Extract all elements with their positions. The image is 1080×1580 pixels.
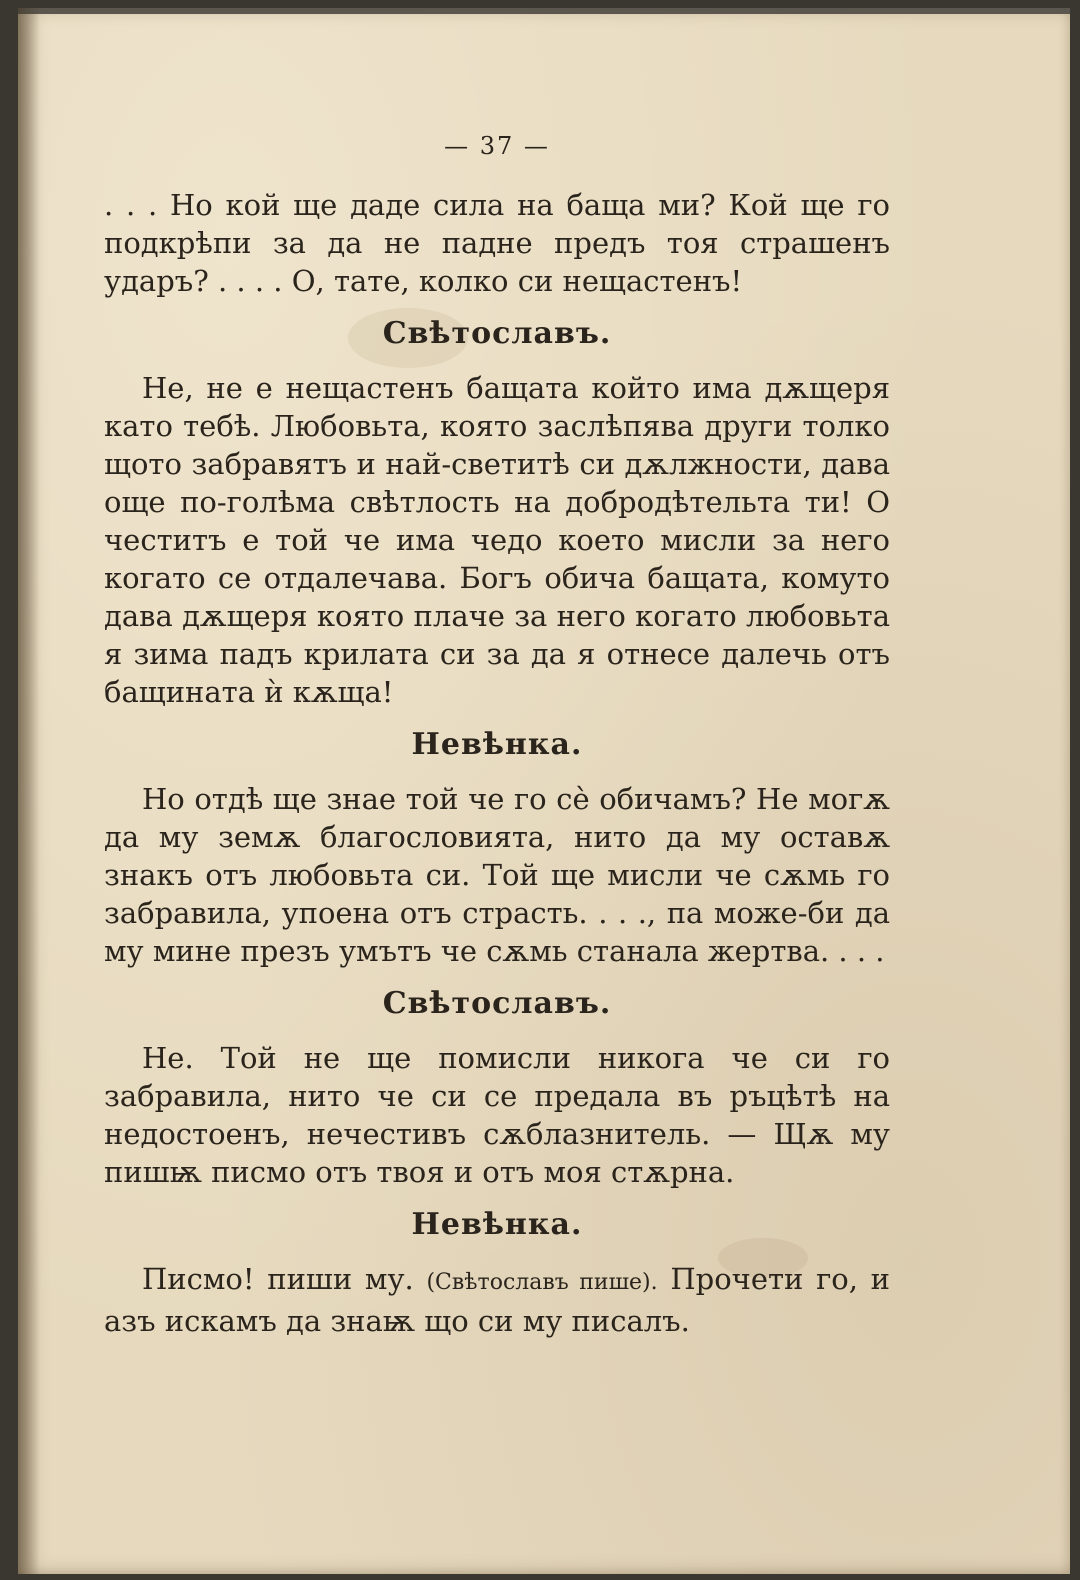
- paragraph-text: Писмо! пиши му.: [142, 1262, 414, 1296]
- paragraph: Но отдѣ ще знае той че го сѐ обичамъ? Не могѫ да му земѫ благословията, нито да му оставѫ знакъ отъ любовьта си. Той ще мисли че сѫмь го забравила, упоена отъ страсть. . . ., па може-би да му мине презъ умътъ че сѫмь станала жертва. . . .: [104, 782, 890, 968]
- speaker-name: Свѣтославъ.: [382, 316, 612, 351]
- paragraph-with-stage-direction: [104, 1260, 890, 1340]
- spine-shadow: [18, 8, 40, 1574]
- speaker-name: Свѣтославъ.: [382, 986, 612, 1021]
- book-page: [18, 8, 1070, 1574]
- page-number: — 37 —: [444, 132, 550, 160]
- stage-direction: (Свѣтославъ пише).: [426, 1270, 658, 1295]
- speaker-name: Невѣнка.: [411, 727, 583, 762]
- paragraph: Не. Той не ще помисли никога че си го забравила, нито че си се предала въ ръцѣтѣ на недостоенъ, нечестивъ сѫблазнитель. — Щѫ му пишѭ писмо отъ твоя и отъ моя стѫрна.: [104, 1041, 890, 1189]
- paragraph: . . . Но кой ще даде сила на баща ми? Кой ще го подкрѣпи за да не падне предъ тоя страшенъ ударъ? . . . . О, тате, колко си нещастенъ!: [104, 188, 890, 298]
- paragraph: Не, не е нещастенъ бащата който има дѫщеря като тебѣ. Любовьта, която заслѣпява други толко щото забравятъ и най-светитѣ си дѫлжности, дава още по-голѣма свѣтлость на добродѣтельта ти! О честитъ е той че има чедо което мисли за него когато се отдалечава. Богъ обича бащата, комуто дава дѫщеря която плаче за него когато любовьта я зима падъ крилата си за да я отнесе далечь отъ бащината ѝ кѫща!: [104, 371, 890, 709]
- page-text: [104, 120, 890, 1340]
- speaker-name: Невѣнка.: [411, 1207, 583, 1242]
- paragraph-text: Прочети го, и азъ искамъ да знаѭ що си му писалъ.: [104, 1262, 890, 1338]
- page-top-edge: [18, 8, 1070, 14]
